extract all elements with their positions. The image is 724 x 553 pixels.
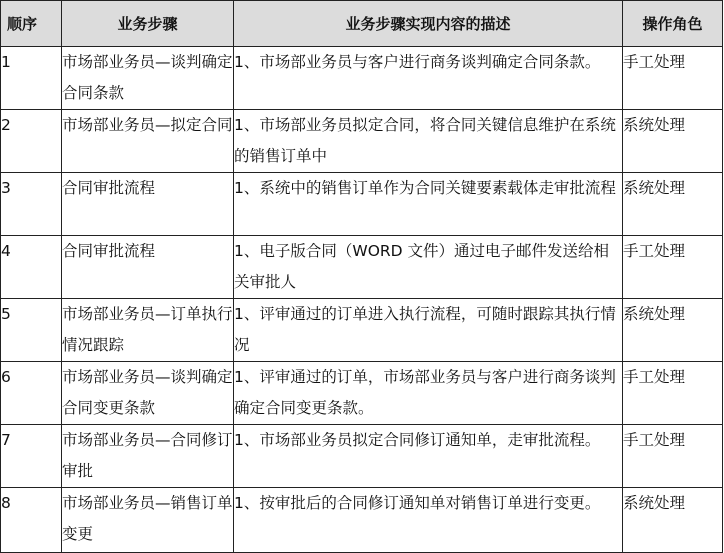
- row-seq: 7: [1, 425, 62, 488]
- row-desc: 1、系统中的销售订单作为合同关键要素载体走审批流程: [234, 173, 623, 236]
- row-desc: 1、市场部业务员拟定合同，将合同关键信息维护在系统的销售订单中: [234, 110, 623, 173]
- row-step: 市场部业务员—拟定合同: [62, 110, 234, 173]
- row-step: 市场部业务员—合同修订审批: [62, 425, 234, 488]
- row-step: 市场部业务员—谈判确定合同变更条款: [62, 362, 234, 425]
- row-desc: 1、市场部业务员拟定合同修订通知单，走审批流程。: [234, 425, 623, 488]
- table-row: [1, 47, 723, 110]
- row-desc: 1、评审通过的订单进入执行流程，可随时跟踪其执行情况: [234, 299, 623, 362]
- row-desc: 1、市场部业务员与客户进行商务谈判确定合同条款。: [234, 47, 623, 110]
- row-seq: 2: [1, 110, 62, 173]
- row-step: 市场部业务员—谈判确定合同条款: [62, 47, 234, 110]
- row-seq: 8: [1, 488, 62, 553]
- table-row: [1, 425, 723, 488]
- row-desc: 1、评审通过的订单，市场部业务员与客户进行商务谈判确定合同变更条款。: [234, 362, 623, 425]
- row-desc: 1、按审批后的合同修订通知单对销售订单进行变更。: [234, 488, 623, 553]
- table-row: [1, 362, 723, 425]
- row-role: 手工处理: [623, 47, 723, 110]
- table-row: [1, 110, 723, 173]
- row-role: 系统处理: [623, 173, 723, 236]
- row-seq: 5: [1, 299, 62, 362]
- row-role: 系统处理: [623, 110, 723, 173]
- row-step: 市场部业务员—订单执行情况跟踪: [62, 299, 234, 362]
- row-role: 手工处理: [623, 362, 723, 425]
- row-seq: 4: [1, 236, 62, 299]
- header-role: 操作角色: [623, 1, 723, 47]
- row-role: 手工处理: [623, 236, 723, 299]
- row-seq: 6: [1, 362, 62, 425]
- header-seq: 顺序: [1, 1, 62, 47]
- row-step: 合同审批流程: [62, 173, 234, 236]
- row-desc: 1、电子版合同（WORD 文件）通过电子邮件发送给相关审批人: [234, 236, 623, 299]
- row-role: 手工处理: [623, 425, 723, 488]
- row-step: 合同审批流程: [62, 236, 234, 299]
- row-seq: 3: [1, 173, 62, 236]
- header-desc: 业务步骤实现内容的描述: [234, 1, 623, 47]
- table-row: [1, 236, 723, 299]
- table-row: [1, 173, 723, 236]
- row-step: 市场部业务员—销售订单变更: [62, 488, 234, 553]
- row-role: 系统处理: [623, 488, 723, 553]
- table-header-row: [1, 1, 723, 47]
- table-row: [1, 299, 723, 362]
- row-role: 系统处理: [623, 299, 723, 362]
- row-seq: 1: [1, 47, 62, 110]
- table-row: [1, 488, 723, 553]
- header-step: 业务步骤: [62, 1, 234, 47]
